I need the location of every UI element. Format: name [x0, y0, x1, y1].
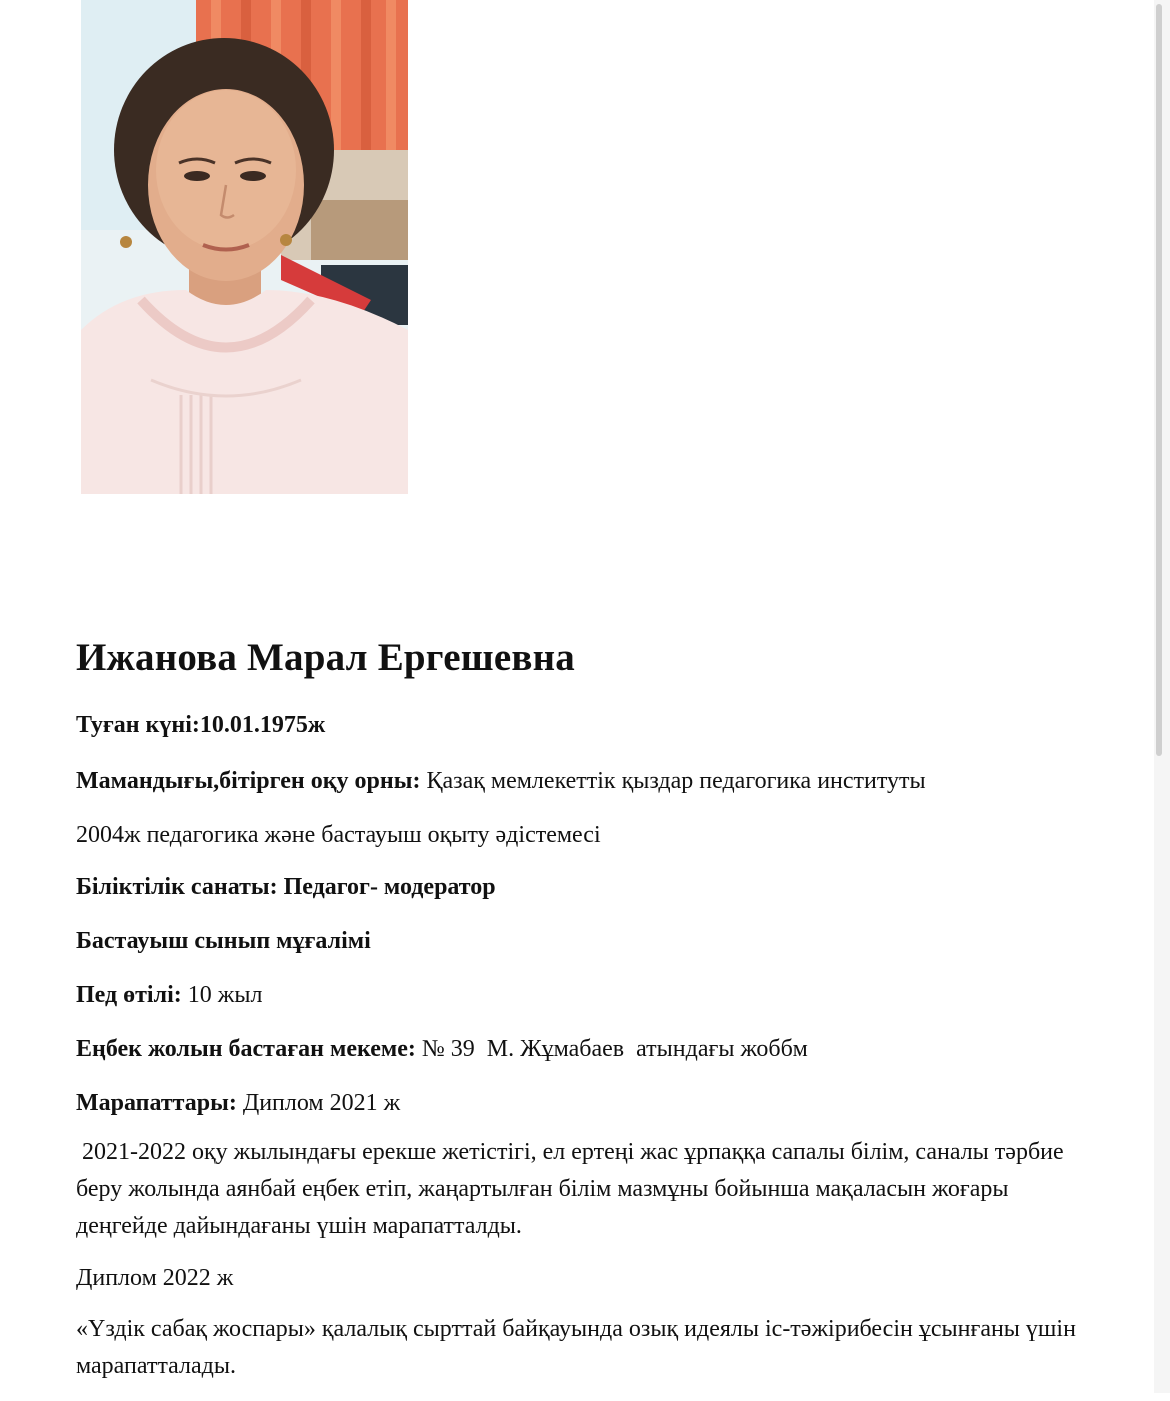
awards-row — [76, 1086, 1106, 1120]
education-row — [76, 764, 1106, 798]
workplace-value: № 39 М. Жұмабаев атындағы жоббм — [421, 1036, 808, 1062]
scrollbar-thumb[interactable] — [1156, 4, 1162, 756]
profile-text — [76, 630, 1106, 1401]
birth-date-label: Туған күні: — [76, 712, 200, 738]
experience-value: 10 жыл — [187, 982, 263, 1008]
position-value: Бастауыш сынып мұғалімі — [76, 928, 371, 954]
experience-row — [76, 978, 1106, 1012]
position-row — [76, 924, 1106, 958]
award1-description: 2021-2022 оқу жылындағы ерекше жетістігі, ел ертеңі жас ұрпаққа сапалы білім, саналы тәрбие беру жолында аянбай еңбек етіп, жаңартылған білім мазмұны бойынша мақаласын жоғары деңгейде дайындағаны үшін марапатталды. — [76, 1139, 1070, 1239]
awards-label: Марапаттары: — [76, 1090, 237, 1116]
experience-label: Пед өтілі: — [76, 982, 182, 1008]
education-value: Қазақ мемлекеттік қыздар педагогика институты — [426, 768, 926, 794]
workplace-row — [76, 1032, 1106, 1066]
education-label: Мамандығы,бітірген оқу орны: — [76, 768, 421, 794]
award2-description: «Үздік сабақ жоспары» қалалық сырттай байқауында озық идеялы іс-тәжірибесін ұсынғаны үшін марапатталады. — [76, 1316, 1076, 1379]
workplace-label: Еңбек жолын бастаған мекеме: — [76, 1036, 416, 1062]
award1-title: Диплом 2021 ж — [242, 1090, 401, 1116]
award2-title: Диплом 2022 ж — [76, 1265, 234, 1291]
category-label: Біліктілік санаты: — [76, 874, 278, 900]
birth-date-value: 10.01.1975ж — [199, 712, 326, 738]
category-row — [76, 870, 1106, 904]
portrait-photo — [81, 0, 408, 494]
education-detail: 2004ж педагогика және бастауыш оқыту әдістемесі — [76, 822, 601, 848]
category-value: Педагог- модератор — [283, 874, 496, 900]
person-name: Ижанова Марал Ергешевна — [76, 636, 575, 679]
birth-date-row — [76, 708, 1106, 742]
